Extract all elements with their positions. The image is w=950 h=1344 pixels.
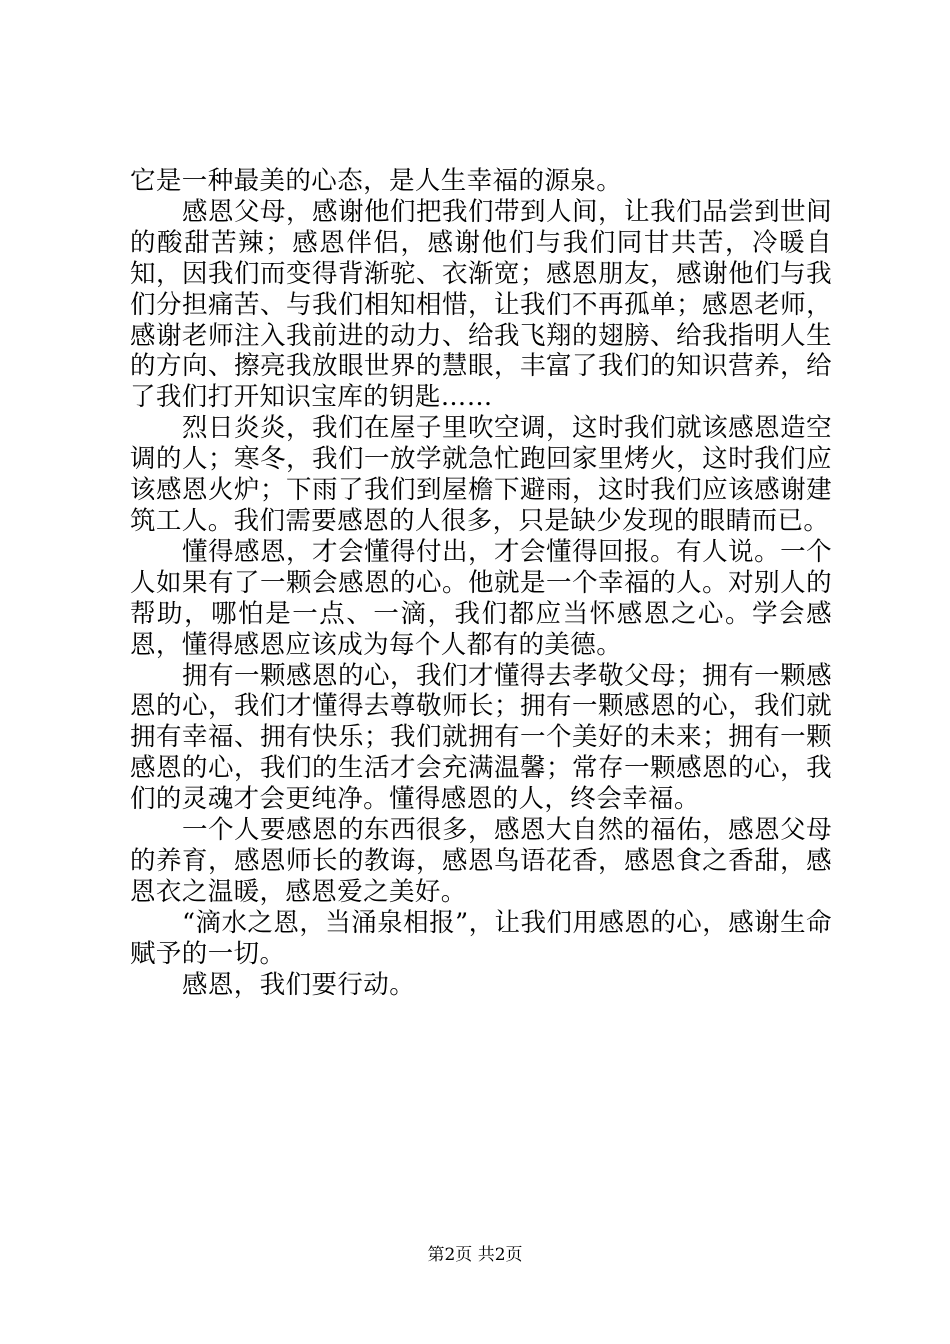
paragraph-many-things: 一个人要感恩的东西很多，感恩大自然的福佑，感恩父母的养育，感恩师长的教诲，感恩鸟语花香，感恩食之香甜，感恩衣之温暖，感恩爱之美好。 [130, 815, 832, 907]
paragraph-everyday-gratitude: 烈日炎炎，我们在屋子里吹空调，这时我们就该感恩造空调的人；寒冬，我们一放学就急忙跑回家里烤火，这时我们应该感恩火炉；下雨了我们到屋檐下避雨，这时我们应该感谢建筑工人。我们需要感恩的人很多，只是缺少发现的眼睛而已。 [130, 413, 832, 536]
paragraph-closing: 感恩，我们要行动。 [182, 969, 416, 1000]
paragraph-understand-gratitude: 懂得感恩，才会懂得付出，才会懂得回报。有人说。一个人如果有了一颗会感恩的心。他就是一个幸福的人。对别人的帮助，哪怕是一点、一滴，我们都应当怀感恩之心。学会感恩，懂得感恩应该成为每个人都有的美德。 [130, 536, 832, 660]
page-number-footer: 第2页 共2页 [427, 1245, 523, 1265]
paragraph-thank-parents: 感恩父母，感谢他们把我们带到人间，让我们品尝到世间的酸甜苦辣；感恩伴侣，感谢他们与我们同甘共苦，冷暖自知，因我们而变得背渐驼、衣渐宽；感恩朋友，感谢他们与我们分担痛苦、与我们相知相惜，让我们不再孤单；感恩老师，感谢老师注入我前进的动力、给我飞翔的翅膀、给我指明人生的方向、擦亮我放眼世界的慧眼，丰富了我们的知识营养，给了我们打开知识宝库的钥匙…… [130, 196, 832, 413]
paragraph-quote: “滴水之恩，当涌泉相报”，让我们用感恩的心，感谢生命赋予的一切。 [130, 907, 832, 969]
paragraph-grateful-heart: 拥有一颗感恩的心，我们才懂得去孝敬父母；拥有一颗感恩的心，我们才懂得去尊敬师长；拥有一颗感恩的心，我们就拥有幸福、拥有快乐；我们就拥有一个美好的未来；拥有一颗感恩的心，我们的生活才会充满温馨；常存一颗感恩的心，我们的灵魂才会更纯净。懂得感恩的人，终会幸福。 [130, 660, 832, 815]
paragraph-continuation: 它是一种最美的心态，是人生幸福的源泉。 [130, 166, 623, 196]
document-body [130, 166, 832, 1000]
